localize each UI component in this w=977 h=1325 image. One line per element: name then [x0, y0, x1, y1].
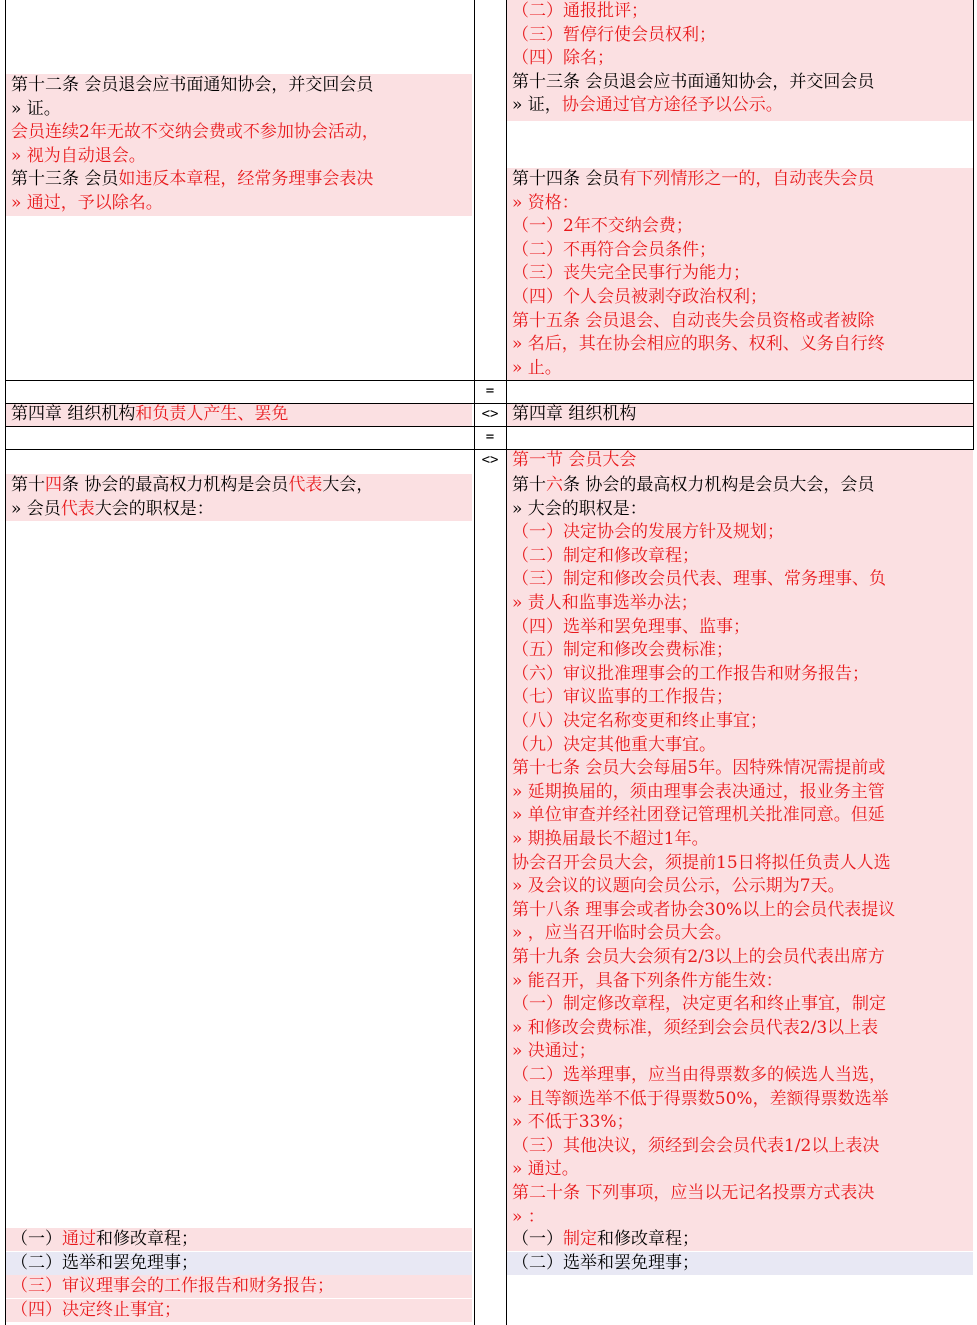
- right-body-line: [512, 1206, 545, 1229]
- right-body-line: [512, 592, 698, 615]
- left-col-divider: [474, 0, 475, 1325]
- text-segment: 第十三条 会员退会应书面通知协会，并交回会员: [512, 71, 875, 92]
- right-body-line: [512, 1158, 579, 1181]
- text-segment: » 大会的职权是：: [512, 498, 647, 519]
- right-body-line: [512, 663, 869, 686]
- text-segment: 四: [45, 475, 62, 495]
- right-body-line: [512, 545, 699, 568]
- text-segment: » 决通过；: [512, 1041, 596, 1062]
- right-body-line: [512, 474, 874, 497]
- right-text-line: [512, 94, 783, 117]
- right-section-row: [507, 449, 973, 474]
- right-border: [973, 0, 974, 380]
- text-segment: （三）制定和修改会员代表、理事、常务理事、负: [512, 569, 886, 590]
- text-segment: » 证。: [11, 98, 61, 119]
- right-body-line: [512, 568, 886, 591]
- text-segment: 有下列情形之一的，自动丧失会员: [619, 169, 875, 189]
- text-segment: » ：: [512, 1206, 545, 1227]
- text-segment: 大会，: [322, 475, 374, 495]
- right-border-2: [973, 380, 974, 449]
- right-body-line: [512, 686, 733, 709]
- text-segment: 第四章 组织机构: [11, 404, 136, 424]
- text-segment: 代表: [60, 498, 95, 519]
- text-segment: 会员连续2年无故不交纳会费或不参加协会活动，: [11, 122, 379, 143]
- gutter-equal-1: =: [485, 383, 495, 399]
- right-body-line: [512, 639, 733, 662]
- right-article-line: [512, 286, 767, 309]
- gutter-equal-2: =: [485, 429, 495, 445]
- right-body-line: [512, 734, 716, 757]
- text-segment: （四）个人会员被剥夺政治权利；: [512, 287, 767, 307]
- right-body-line: [512, 521, 784, 544]
- right-article-line: [512, 168, 874, 191]
- text-segment: 第十五条 会员退会、自动丧失会员资格或者被除: [512, 310, 875, 331]
- left-chapter-title: [11, 403, 288, 426]
- text-segment: 第十四条 会员: [512, 169, 620, 189]
- right-article-line: [512, 357, 562, 380]
- text-segment: 条 协会的最高权力机构是会员: [62, 475, 289, 495]
- text-segment: （二）选举和罢免理事；: [11, 1252, 198, 1273]
- right-article-line: [512, 215, 693, 238]
- left-bottom-line: [6, 1299, 472, 1322]
- left-text-line: [11, 192, 163, 215]
- right-article-line: [512, 192, 579, 215]
- right-article-line: [512, 262, 750, 285]
- text-segment: » 期换届最长不超过1年。: [512, 829, 709, 849]
- left-column: [6, 0, 474, 1325]
- text-segment: » 和修改会费标准，须经到会会员代表2/3以上表: [512, 1017, 879, 1038]
- right-body-line: [512, 616, 750, 639]
- right-body-line: [512, 710, 767, 733]
- text-segment: » 通过，予以除名。: [11, 193, 163, 213]
- right-body-line: [512, 781, 885, 804]
- text-segment: （二）选举理事，应当由得票数多的候选人当选，: [512, 1065, 886, 1085]
- left-article-line: [11, 474, 373, 497]
- text-segment: 协会召开会员大会，须提前15日将拟任负责人人选: [512, 852, 891, 873]
- text-segment: 第十: [512, 475, 546, 495]
- text-segment: 第一节 会员大会: [512, 450, 637, 470]
- row-sep-1: [5, 380, 974, 381]
- row-sep-4: [5, 449, 974, 450]
- text-segment: 和负责人产生、罢免: [135, 404, 289, 424]
- right-body-line: [512, 970, 783, 993]
- text-segment: 第四章 组织机构: [512, 404, 637, 424]
- text-segment: » 单位审查并经社团登记管理机关批准同意。但延: [512, 805, 885, 826]
- right-chapter-row: [507, 403, 973, 426]
- left-bottom-block: [6, 1228, 472, 1325]
- text-segment: » 及会议的议题向会员公示，公示期为7天。: [512, 876, 845, 897]
- text-segment: 六: [546, 475, 563, 495]
- row-sep-2: [5, 403, 974, 404]
- right-text-line: [512, 0, 648, 23]
- right-text-line: [512, 24, 716, 47]
- text-segment: 第二十条 下列事项，应当以无记名投票方式表决: [512, 1183, 875, 1203]
- text-segment: （三）其他决议，须经到会会员代表1/2以上表决: [512, 1135, 880, 1156]
- text-segment: 和修改章程；: [597, 1229, 699, 1249]
- row-sep-3: [5, 426, 974, 427]
- text-segment: （九）决定其他重大事宜。: [512, 734, 716, 755]
- right-block-top: [507, 0, 973, 121]
- text-segment: » ，应当召开临时会员大会。: [512, 923, 732, 944]
- right-body-line: [512, 946, 885, 969]
- right-block-body: [507, 474, 973, 1228]
- left-chapter-row: [6, 403, 472, 426]
- left-bottom-line: [6, 1275, 472, 1298]
- right-body-line: [512, 1088, 889, 1111]
- text-segment: 通过: [62, 1229, 96, 1249]
- text-segment: » 且等额选举不低于得票数50%，差额得票数选举: [512, 1088, 889, 1109]
- right-body-line: [512, 1017, 878, 1040]
- text-segment: 大会的职权是：: [94, 498, 214, 519]
- text-segment: （六）审议批准理事会的工作报告和财务报告；: [512, 663, 869, 684]
- text-segment: 和修改章程；: [96, 1229, 198, 1249]
- text-segment: （三）丧失完全民事行为能力；: [512, 263, 750, 284]
- left-text-line: [11, 74, 373, 97]
- text-segment: » 证，: [512, 95, 562, 116]
- right-body-line: [512, 1135, 879, 1158]
- text-segment: （二）选举和罢免理事；: [512, 1252, 699, 1273]
- text-segment: （七）审议监事的工作报告；: [512, 687, 733, 708]
- left-text-line: [11, 98, 61, 121]
- right-article-line: [512, 333, 885, 356]
- text-segment: （一）: [512, 1229, 563, 1249]
- text-segment: （四）选举和罢免理事、监事；: [512, 616, 750, 637]
- right-body-line: [512, 899, 895, 922]
- text-segment: （二）不再符合会员条件；: [512, 239, 716, 260]
- right-article-line: [512, 310, 874, 333]
- text-segment: » 会员: [11, 498, 61, 519]
- text-segment: （一）制定修改章程，决定更名和终止事宜，制定: [512, 994, 886, 1015]
- text-segment: » 延期换届的，须由理事会表决通过，报业务主管: [512, 781, 885, 802]
- right-bottom-block: [507, 1228, 973, 1278]
- right-body-line: [512, 804, 885, 827]
- right-text-line: [512, 47, 614, 70]
- right-body-line: [512, 993, 886, 1016]
- right-body-line: [512, 828, 709, 851]
- gutter-diff-2: <>: [481, 452, 499, 468]
- right-text-line: [512, 71, 874, 94]
- text-segment: （三）暂停行使会员权利；: [512, 24, 716, 45]
- text-segment: （三）审议理事会的工作报告和财务报告；: [11, 1276, 334, 1297]
- text-segment: 第十九条 会员大会须有2/3以上的会员代表出席方: [512, 947, 885, 967]
- text-segment: （五）制定和修改会费标准；: [512, 640, 733, 661]
- right-article-line: [512, 239, 716, 262]
- left-bottom-line: [6, 1228, 472, 1251]
- text-segment: » 能召开，具备下列条件方能生效：: [512, 970, 783, 991]
- right-body-line: [512, 875, 845, 898]
- text-segment: 第十七条 会员大会每届5年。因特殊情况需提前或: [512, 758, 886, 779]
- text-segment: 制定: [563, 1229, 597, 1249]
- right-body-line: [512, 1111, 634, 1134]
- text-segment: （二）通报批评；: [512, 1, 648, 21]
- text-segment: 第十八条 理事会或者协会30%以上的会员代表提议: [512, 899, 896, 920]
- right-bottom-line: [507, 1228, 973, 1251]
- right-body-line: [512, 922, 732, 945]
- text-segment: （二）制定和修改章程；: [512, 545, 699, 566]
- right-block-art14-15: [507, 168, 973, 380]
- text-segment: 条 协会的最高权力机构是会员大会，会员: [563, 475, 875, 495]
- text-segment: 第十三条 会员: [11, 169, 119, 190]
- text-segment: （一）: [11, 1229, 62, 1249]
- left-block-art12-13: [6, 74, 472, 216]
- right-column: [507, 0, 973, 1325]
- right-body-line: [512, 498, 647, 521]
- text-segment: 代表: [288, 475, 323, 495]
- text-segment: » 视为自动退会。: [11, 145, 146, 166]
- left-text-line: [11, 121, 379, 144]
- text-segment: （四）除名；: [512, 48, 614, 69]
- right-section-title: [512, 449, 636, 472]
- right-body-line: [512, 1182, 874, 1205]
- right-body-line: [512, 852, 891, 875]
- right-body-line: [512, 1040, 596, 1063]
- text-segment: （八）决定名称变更和终止事宜；: [512, 711, 767, 731]
- text-segment: » 不低于33%；: [512, 1112, 634, 1133]
- left-text-line: [11, 145, 146, 168]
- left-bottom-line: [6, 1252, 472, 1275]
- text-segment: 第十二条 会员退会应书面通知协会，并交回会员: [11, 75, 374, 95]
- left-block-art14: [6, 474, 472, 521]
- text-segment: » 通过。: [512, 1159, 579, 1180]
- text-segment: （一）2年不交纳会费；: [512, 216, 693, 237]
- left-text-line: [11, 168, 373, 191]
- text-segment: » 名后，其在协会相应的职务、权利、义务自行终: [512, 334, 885, 355]
- right-body-line: [512, 1064, 886, 1087]
- text-segment: 第十: [11, 475, 45, 495]
- right-body-line: [512, 757, 885, 780]
- text-segment: （一）决定协会的发展方针及规划；: [512, 522, 784, 543]
- text-segment: 协会通过官方途径予以公示。: [561, 95, 783, 116]
- text-segment: » 资格：: [512, 192, 579, 213]
- right-chapter-title: [512, 403, 636, 426]
- left-article-line: [11, 498, 214, 521]
- text-segment: 如违反本章程，经常务理事会表决: [118, 169, 374, 190]
- right-bottom-line: [507, 1252, 973, 1275]
- text-segment: » 止。: [512, 357, 562, 378]
- text-segment: （四）决定终止事宜；: [11, 1299, 181, 1320]
- gutter-diff-1: <>: [481, 406, 499, 422]
- text-segment: » 责人和监事选举办法；: [512, 593, 698, 613]
